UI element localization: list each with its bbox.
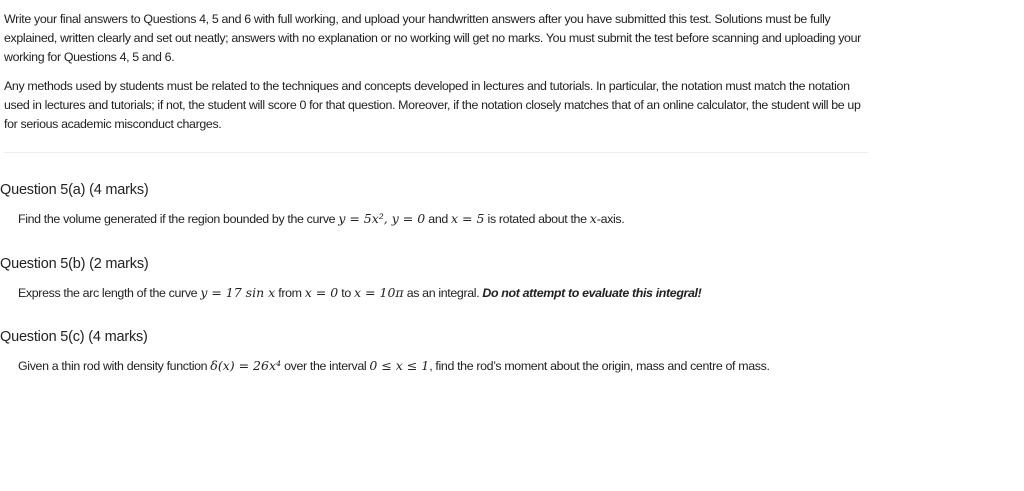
text: Find the volume generated if the region bounded by the curve (18, 212, 339, 226)
divider (4, 152, 868, 153)
text: to (338, 286, 355, 300)
math: 0 ≤ x ≤ 1 (369, 358, 430, 373)
question-5b-body (18, 285, 701, 300)
text: , find the rod’s moment about the origin, mass and centre of mass. (429, 359, 770, 373)
text: Given a thin rod with density function (18, 359, 211, 373)
math: x = 10π (354, 285, 404, 300)
text: as an integral. (403, 286, 483, 300)
emphasis-note: Do not attempt to evaluate this integral! (482, 286, 702, 300)
text: and (425, 212, 452, 226)
question-5c-body (18, 358, 770, 373)
text: is rotated about the (484, 212, 590, 226)
math: y = 5x², y = 0 (338, 211, 426, 226)
instructions-paragraph-1: Write your final answers to Questions 4, 5 and 6 with full working, and upload your handwritten answers after you have submitted this test. Solutions must be fully explained, written clearly and set out neatly; answers with no explanation or no working will get no marks. You must submit the test before scanning and uploading your working for Questions 4, 5 and 6. (4, 12, 861, 64)
math: x = 5 (451, 211, 485, 226)
math: x (589, 211, 597, 226)
math: y = 17 sin x (200, 285, 276, 300)
instructions-paragraph-2: Any methods used by students must be related to the techniques and concepts developed in lectures and tutorials. In particular, the notation must match the notation used in lectures and tutorials; if not, the student will score 0 for that question. Moreover, if the notation closely matches that of an online calculator, the student will be up for serious academic misconduct charges. (4, 79, 861, 131)
question-5a-title: Question 5(a) (4 marks) (0, 182, 149, 198)
text: over the interval (281, 359, 370, 373)
text: from (275, 286, 305, 300)
text: Express the arc length of the curve (18, 286, 201, 300)
question-5b-title: Question 5(b) (2 marks) (0, 256, 149, 272)
math: δ(x) = 26x⁴ (210, 358, 282, 373)
question-5c-title: Question 5(c) (4 marks) (0, 329, 148, 345)
question-5a-body (18, 211, 624, 226)
math: x = 0 (304, 285, 339, 300)
text: -axis. (596, 212, 625, 226)
